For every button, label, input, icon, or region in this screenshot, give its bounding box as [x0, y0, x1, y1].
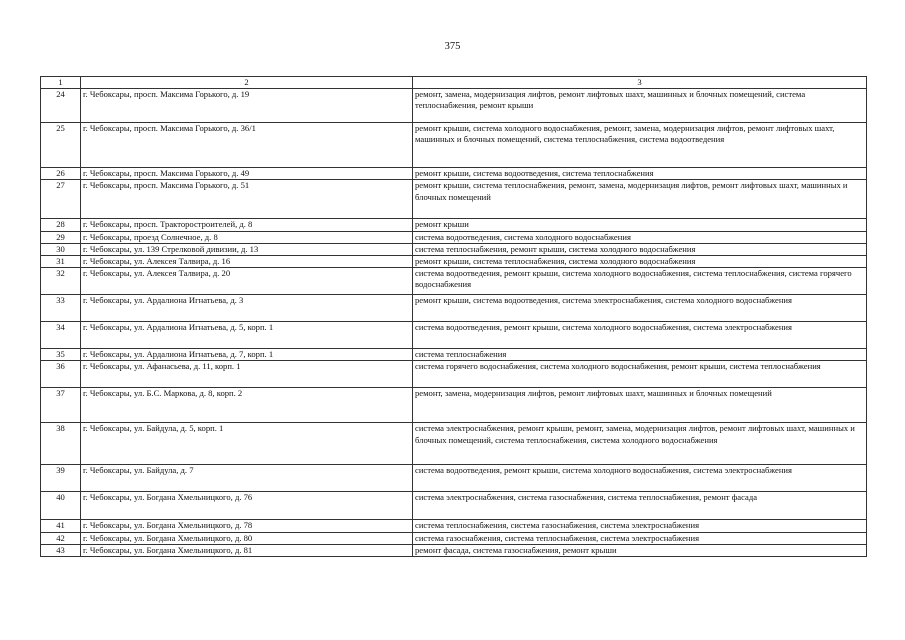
row-works: система электроснабжения, ремонт крыши, ремонт, замена, модернизация лифтов, ремонт лифтовых шахт, машинных и блочных помещений, система теплоснабжения, система холодного водоснабжения [413, 423, 867, 465]
row-number: 24 [41, 89, 81, 123]
table-row [41, 256, 867, 268]
row-address: г. Чебоксары, просп. Максима Горького, д. 19 [81, 89, 413, 123]
row-number: 41 [41, 520, 81, 532]
table-row [41, 123, 867, 168]
table-body [41, 89, 867, 557]
row-number: 40 [41, 492, 81, 520]
row-address: г. Чебоксары, ул. Богдана Хмельницкого, д. 80 [81, 532, 413, 544]
row-address: г. Чебоксары, просп. Максима Горького, д. 49 [81, 168, 413, 180]
row-works: ремонт, замена, модернизация лифтов, ремонт лифтовых шахт, машинных и блочных помещений, система теплоснабжения, ремонт крыши [413, 89, 867, 123]
row-address: г. Чебоксары, ул. Богдана Хмельницкого, д. 78 [81, 520, 413, 532]
table-row [41, 180, 867, 219]
row-works: ремонт фасада, система газоснабжения, ремонт крыши [413, 544, 867, 556]
row-number: 29 [41, 231, 81, 243]
row-address: г. Чебоксары, ул. Б.С. Маркова, д. 8, корп. 2 [81, 388, 413, 423]
row-number: 27 [41, 180, 81, 219]
row-address: г. Чебоксары, ул. Богдана Хмельницкого, д. 76 [81, 492, 413, 520]
row-works: ремонт крыши [413, 219, 867, 231]
table-row [41, 219, 867, 231]
row-number: 36 [41, 361, 81, 388]
row-number: 32 [41, 268, 81, 295]
row-works: система водоотведения, ремонт крыши, система холодного водоснабжения, система теплоснабжения, система горячего водоснабжения [413, 268, 867, 295]
row-address: г. Чебоксары, ул. Ардалиона Игнатьева, д. 7, корп. 1 [81, 349, 413, 361]
row-number: 39 [41, 465, 81, 492]
row-address: г. Чебоксары, ул. Ардалиона Игнатьева, д. 3 [81, 295, 413, 322]
table-row [41, 544, 867, 556]
table-row [41, 168, 867, 180]
table-row [41, 361, 867, 388]
table-row [41, 532, 867, 544]
row-works: ремонт крыши, система водоотведения, система электроснабжения, система холодного водоснабжения [413, 295, 867, 322]
row-works: система электроснабжения, система газоснабжения, система теплоснабжения, ремонт фасада [413, 492, 867, 520]
row-works: система водоотведения, ремонт крыши, система холодного водоснабжения, система электроснабжения [413, 322, 867, 349]
row-address: г. Чебоксары, ул. 139 Стрелковой дивизии, д. 13 [81, 243, 413, 255]
table-row [41, 520, 867, 532]
table-row [41, 465, 867, 492]
row-address: г. Чебоксары, просп. Максима Горького, д. 36/1 [81, 123, 413, 168]
repair-register-table [40, 76, 867, 557]
row-works: система теплоснабжения, ремонт крыши, система холодного водоснабжения [413, 243, 867, 255]
row-works: ремонт крыши, система теплоснабжения, ремонт, замена, модернизация лифтов, ремонт лифтовых шахт, машинных и блочных помещений [413, 180, 867, 219]
table-row [41, 89, 867, 123]
row-address: г. Чебоксары, проезд Солнечное, д. 8 [81, 231, 413, 243]
row-works: ремонт, замена, модернизация лифтов, ремонт лифтовых шахт, машинных и блочных помещений [413, 388, 867, 423]
row-number: 26 [41, 168, 81, 180]
row-number: 37 [41, 388, 81, 423]
table-row [41, 492, 867, 520]
row-address: г. Чебоксары, просп. Максима Горького, д. 51 [81, 180, 413, 219]
row-number: 25 [41, 123, 81, 168]
header-col-3: 3 [413, 77, 867, 89]
header-col-2: 2 [81, 77, 413, 89]
row-works: система водоотведения, ремонт крыши, система холодного водоснабжения, система электроснабжения [413, 465, 867, 492]
table-row [41, 295, 867, 322]
row-number: 35 [41, 349, 81, 361]
row-works: система теплоснабжения [413, 349, 867, 361]
row-number: 30 [41, 243, 81, 255]
row-address: г. Чебоксары, ул. Байдула, д. 7 [81, 465, 413, 492]
table-row [41, 423, 867, 465]
header-col-1: 1 [41, 77, 81, 89]
row-works: ремонт крыши, система теплоснабжения, система холодного водоснабжения [413, 256, 867, 268]
row-address: г. Чебоксары, ул. Богдана Хмельницкого, д. 81 [81, 544, 413, 556]
row-works: система водоотведения, система холодного водоснабжения [413, 231, 867, 243]
row-number: 28 [41, 219, 81, 231]
row-number: 43 [41, 544, 81, 556]
table-row [41, 243, 867, 255]
table-row [41, 268, 867, 295]
row-number: 33 [41, 295, 81, 322]
row-works: ремонт крыши, система водоотведения, система теплоснабжения [413, 168, 867, 180]
row-works: система горячего водоснабжения, система холодного водоснабжения, ремонт крыши, система теплоснабжения [413, 361, 867, 388]
table-row [41, 231, 867, 243]
table-row [41, 322, 867, 349]
row-number: 38 [41, 423, 81, 465]
row-works: система теплоснабжения, система газоснабжения, система электроснабжения [413, 520, 867, 532]
row-works: ремонт крыши, система холодного водоснабжения, ремонт, замена, модернизация лифтов, ремонт лифтовых шахт, машинных и блочных помещений, система теплоснабжения, система водоотведения [413, 123, 867, 168]
row-address: г. Чебоксары, ул. Байдула, д. 5, корп. 1 [81, 423, 413, 465]
row-address: г. Чебоксары, ул. Алексея Талвира, д. 20 [81, 268, 413, 295]
row-address: г. Чебоксары, ул. Алексея Талвира, д. 16 [81, 256, 413, 268]
table-row [41, 349, 867, 361]
row-works: система газоснабжения, система теплоснабжения, система электроснабжения [413, 532, 867, 544]
row-address: г. Чебоксары, просп. Тракторостроителей, д. 8 [81, 219, 413, 231]
table-row [41, 388, 867, 423]
row-number: 34 [41, 322, 81, 349]
row-address: г. Чебоксары, ул. Ардалиона Игнатьева, д. 5, корп. 1 [81, 322, 413, 349]
row-address: г. Чебоксары, ул. Афанасьева, д. 11, корп. 1 [81, 361, 413, 388]
row-number: 31 [41, 256, 81, 268]
header-row [41, 77, 867, 89]
page-number: 375 [444, 41, 461, 52]
row-number: 42 [41, 532, 81, 544]
